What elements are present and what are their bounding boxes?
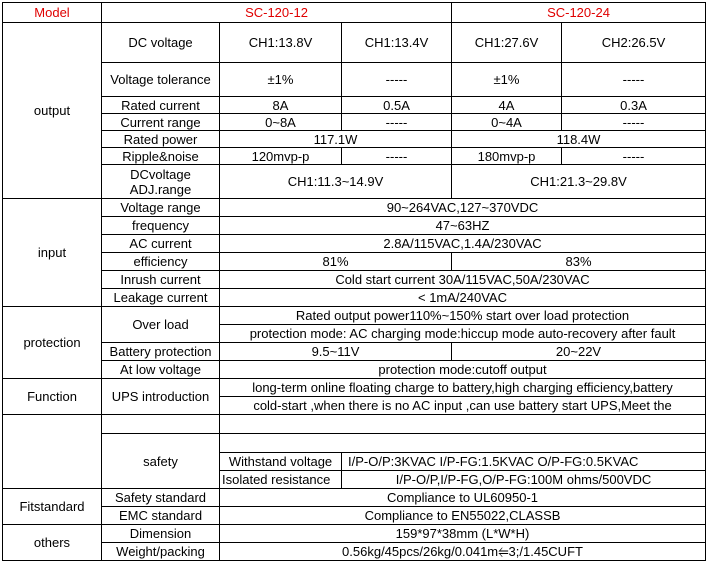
dc-adj-label: [102, 165, 220, 199]
weight-value: 0.56kg/45pcs/26kg/0.041m⥢3;/1.45CUFT: [220, 543, 706, 561]
function-section-label: Function: [3, 379, 102, 415]
over-load-line1: Rated output power110%~150% start over load protection: [220, 307, 706, 325]
emc-standard-row: [3, 507, 706, 525]
spec-table: [2, 2, 706, 561]
ac-current-value: 2.8A/115VAC,1.4A/230VAC: [220, 235, 706, 253]
ripple-noise-2: -----: [342, 148, 452, 165]
ups-row: [3, 379, 706, 397]
input-section-label: input: [3, 199, 102, 307]
rated-current-row: [3, 97, 706, 114]
safety-blank-value-2: [220, 434, 706, 453]
ups-label: UPS introduction: [102, 379, 220, 415]
current-range-3: 0~4A: [452, 114, 562, 131]
leakage-current-label: Leakage current: [102, 289, 220, 307]
dc-adj-1: CH1:11.3~14.9V: [220, 165, 452, 199]
efficiency-2: 83%: [452, 253, 706, 271]
dc-adj-row: [3, 165, 706, 182]
battery-protection-1: 9.5~11V: [220, 343, 452, 361]
dc-voltage-label: DC voltage: [102, 23, 220, 63]
rated-power-label: Rated power: [102, 131, 220, 148]
current-range-2: -----: [342, 114, 452, 131]
frequency-value: 47~63HZ: [220, 217, 706, 235]
rated-current-2: 0.5A: [342, 97, 452, 114]
rated-power-2: 118.4W: [452, 131, 706, 148]
safety-standard-label: Safety standard: [102, 489, 220, 507]
ripple-noise-row: [3, 148, 706, 165]
voltage-tolerance-label: Voltage tolerance: [102, 63, 220, 97]
dimension-label: Dimension: [102, 525, 220, 543]
dc-adj-2: CH1:21.3~29.8V: [452, 165, 706, 199]
dc-voltage-row: [3, 23, 706, 63]
frequency-row: [3, 217, 706, 235]
rated-current-4: 0.3A: [562, 97, 706, 114]
over-load-label: Over load: [102, 307, 220, 343]
frequency-label: frequency: [102, 217, 220, 235]
emc-standard-label: EMC standard: [102, 507, 220, 525]
safety-blank-value: [220, 415, 706, 434]
voltage-range-value: 90~264VAC,127~370VDC: [220, 199, 706, 217]
current-range-label: Current range: [102, 114, 220, 131]
leakage-current-value: < 1mA/240VAC: [220, 289, 706, 307]
ripple-noise-4: -----: [562, 148, 706, 165]
isolated-value: I/P-O/P,I/P-FG,O/P-FG:100M ohms/500VDC: [342, 471, 706, 489]
voltage-range-label: Voltage range: [102, 199, 220, 217]
dimension-row: [3, 525, 706, 543]
protection-section-label: protection: [3, 307, 102, 379]
voltage-tolerance-3: ±1%: [452, 63, 562, 97]
efficiency-label: efficiency: [102, 253, 220, 271]
dc-voltage-4: CH2:26.5V: [562, 23, 706, 63]
inrush-current-value: Cold start current 30A/115VAC,50A/230VAC: [220, 271, 706, 289]
rated-current-1: 8A: [220, 97, 342, 114]
safety-standard-row: [3, 489, 706, 507]
battery-protection-row: [3, 343, 706, 361]
isolated-label: Isolated resistance: [220, 471, 342, 489]
low-voltage-label: At low voltage: [102, 361, 220, 379]
battery-protection-2: 20~22V: [452, 343, 706, 361]
dimension-value: 159*97*38mm (L*W*H): [220, 525, 706, 543]
header-row: [3, 3, 706, 23]
voltage-tolerance-row: [3, 63, 706, 97]
weight-row: [3, 543, 706, 561]
rated-power-1: 117.1W: [220, 131, 452, 148]
output-section-label: output: [3, 23, 102, 199]
dc-adj-label-line2: ADJ.range: [129, 181, 192, 197]
rated-power-row: [3, 131, 706, 148]
low-voltage-value: protection mode:cutoff output: [220, 361, 706, 379]
low-voltage-row: [3, 361, 706, 379]
inrush-current-row: [3, 271, 706, 289]
rated-current-3: 4A: [452, 97, 562, 114]
safety-section-blank: [3, 415, 102, 489]
ripple-noise-1: 120mvp-p: [220, 148, 342, 165]
inrush-current-label: Inrush current: [102, 271, 220, 289]
voltage-tolerance-4: -----: [562, 63, 706, 97]
over-load-line2: protection mode: AC charging mode:hiccup mode auto-recovery after fault: [220, 325, 706, 343]
dc-voltage-1: CH1:13.8V: [220, 23, 342, 63]
over-load-row: [3, 307, 706, 325]
leakage-current-row: [3, 289, 706, 307]
efficiency-row: [3, 253, 706, 271]
safety-blank-label: [102, 415, 220, 434]
weight-label: Weight/packing: [102, 543, 220, 561]
voltage-range-row: [3, 199, 706, 217]
fitstandard-section-label: Fitstandard: [3, 489, 102, 525]
withstand-value: I/P-O/P:3KVAC I/P-FG:1.5KVAC O/P-FG:0.5KVAC: [342, 453, 706, 471]
battery-protection-label: Battery protection: [102, 343, 220, 361]
model-sc-120-12-header: SC-120-12: [102, 3, 452, 23]
withstand-label: Withstand voltage: [220, 453, 342, 471]
safety-blank-row: [3, 415, 706, 434]
voltage-tolerance-2: -----: [342, 63, 452, 97]
safety-blank-row-2: [3, 434, 706, 453]
dc-voltage-3: CH1:27.6V: [452, 23, 562, 63]
ripple-noise-3: 180mvp-p: [452, 148, 562, 165]
model-header: Model: [3, 3, 102, 23]
ripple-noise-label: Ripple&noise: [102, 148, 220, 165]
safety-label: safety: [102, 434, 220, 489]
ac-current-label: AC current: [102, 235, 220, 253]
dc-voltage-2: CH1:13.4V: [342, 23, 452, 63]
safety-standard-value: Compliance to UL60950-1: [220, 489, 706, 507]
ac-current-row: [3, 235, 706, 253]
emc-standard-value: Compliance to EN55022,CLASSB: [220, 507, 706, 525]
voltage-tolerance-1: ±1%: [220, 63, 342, 97]
model-sc-120-24-header: SC-120-24: [452, 3, 706, 23]
efficiency-1: 81%: [220, 253, 452, 271]
dc-adj-label-line1: DCvoltage: [130, 166, 191, 182]
others-section-label: others: [3, 525, 102, 561]
ups-line2: cold-start ,when there is no AC input ,can use battery start UPS,Meet the: [220, 397, 706, 415]
current-range-row: [3, 114, 706, 131]
rated-current-label: Rated current: [102, 97, 220, 114]
ups-line1: long-term online floating charge to battery,high charging efficiency,battery: [220, 379, 706, 397]
current-range-4: -----: [562, 114, 706, 131]
current-range-1: 0~8A: [220, 114, 342, 131]
